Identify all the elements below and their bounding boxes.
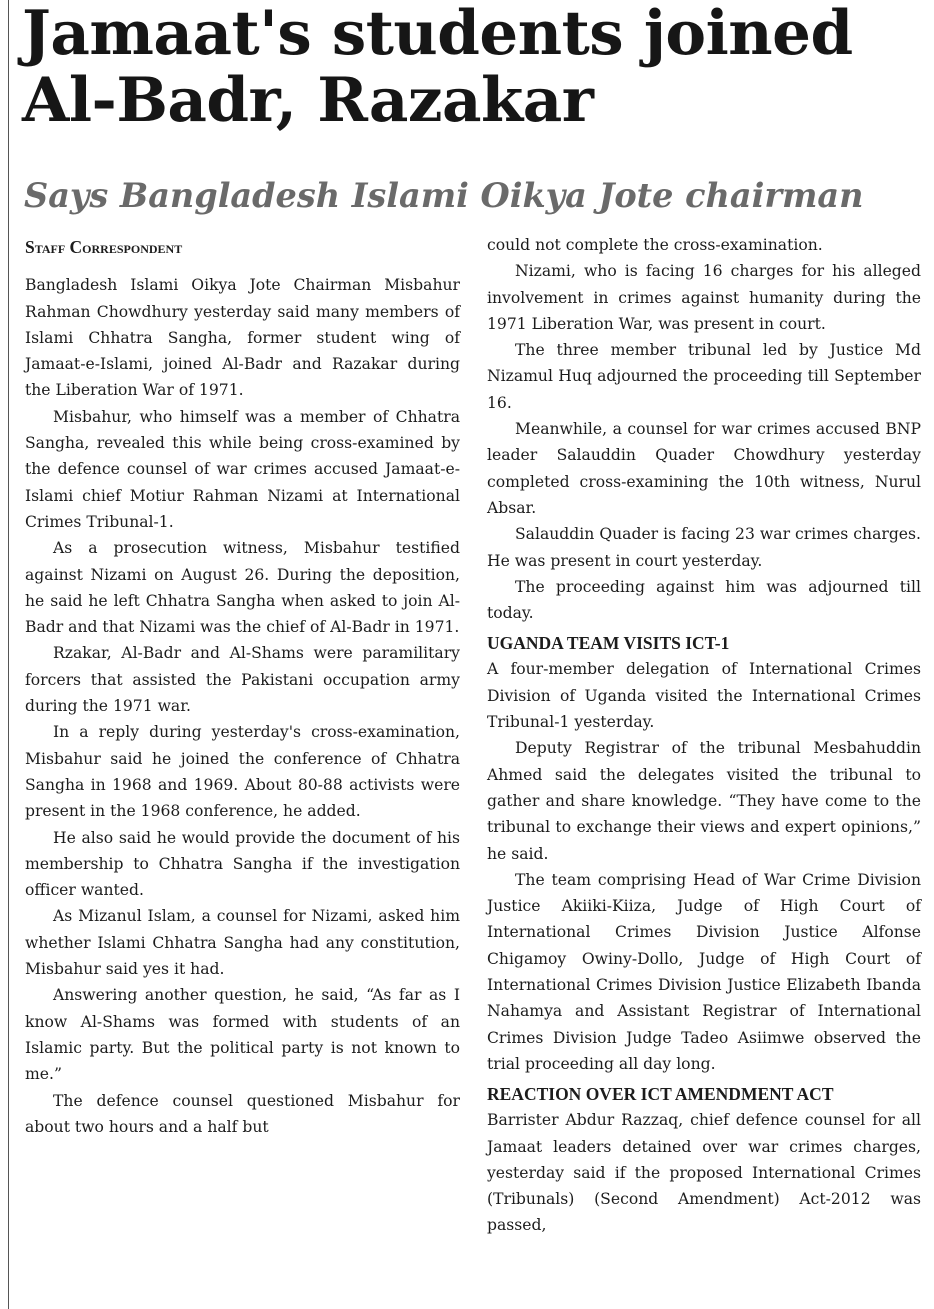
headline — [22, 0, 927, 134]
headline-line-1: Jamaat's students joined — [22, 0, 853, 69]
headline-line-2: Al-Badr, Razakar — [22, 65, 594, 136]
subhead-uganda: UGANDA TEAM VISITS ICT-1 — [487, 633, 730, 654]
continued-paragraph: could not complete the cross-examination. — [487, 236, 823, 254]
byline: Staff Correspondent — [25, 237, 183, 257]
paragraph: Nizami, who is facing 16 charges for his alleged involvement in crimes against humanity during the 1971 Liberation War, was present in court. — [487, 262, 921, 333]
paragraph: The defence counsel questioned Misbahur for about two hours and a half but — [25, 1091, 460, 1136]
paragraph: As Mizanul Islam, a counsel for Nizami, asked him whether Islami Chhatra Sangha had any constitution, Misbahur said yes it had. — [25, 907, 460, 979]
right-column — [487, 232, 921, 1239]
paragraph: In a reply during yesterday's cross-examination, Misbahur said he joined the conference of Chhatra Sangha in 1968 and 1969. About 80-88 activists were present in the 1968 conference, he added. — [25, 723, 460, 821]
paragraph: Deputy Registrar of the tribunal Mesbahuddin Ahmed said the delegates visited the tribunal to gather and share knowledge. “They have come to the tribunal to exchange their views and expert opinions,” he said. — [487, 739, 921, 863]
paragraph: Bangladesh Islami Oikya Jote Chairman Misbahur Rahman Chowdhury yesterday said many members of Islami Chhatra Sangha, former student wing of Jamaat-e-Islami, joined Al-Badr and Razakar during the Liberation War of 1971. — [25, 276, 460, 400]
paragraph: Misbahur, who himself was a member of Chhatra Sangha, revealed this while being cross-examined by the defence counsel of war crimes accused Jamaat-e-Islami chief Motiur Rahman Nizami at International Crimes Tribunal-1. — [25, 407, 460, 531]
subhead-reaction: REACTION OVER ICT AMENDMENT ACT — [487, 1084, 834, 1105]
column-rule — [8, 0, 9, 1309]
paragraph: Answering another question, he said, “As far as I know Al-Shams was formed with students of an Islamic party. But the political party is not known to me.” — [25, 986, 460, 1084]
paragraph: Meanwhile, a counsel for war crimes accused BNP leader Salauddin Quader Chowdhury yesterday completed cross-examining the 10th witness, Nurul Absar. — [487, 420, 921, 517]
paragraph: The proceeding against him was adjourned till today. — [487, 577, 921, 623]
column-gutter — [474, 236, 475, 1296]
paragraph: The three member tribunal led by Justice Md Nizamul Huq adjourned the proceeding till September 16. — [487, 341, 921, 412]
paragraph: Barrister Abdur Razzaq, chief defence counsel for all Jamaat leaders detained over war crimes charges, yesterday said if the proposed International Crimes (Tribunals) (Second Amendment) Act-2012 was passed, — [487, 1111, 921, 1235]
paragraph: Rzakar, Al-Badr and Al-Shams were paramilitary forcers that assisted the Pakistani occupation army during the 1971 war. — [25, 644, 460, 716]
paragraph: He also said he would provide the document of his membership to Chhatra Sangha if the investigation officer wanted. — [25, 828, 460, 900]
paragraph: As a prosecution witness, Misbahur testified against Nizami on August 26. During the deposition, he said he left Chhatra Sangha when asked to join Al-Badr and that Nizami was the chief of Al-Badr in 1971. — [25, 539, 460, 637]
paragraph: Salauddin Quader is facing 23 war crimes charges. He was present in court yesterday. — [487, 525, 921, 570]
left-column — [25, 232, 460, 1140]
paragraph: The team comprising Head of War Crime Division Justice Akiiki-Kiiza, Judge of High Court of International Crimes Division Justice Alfonse Chigamoy Owiny-Dollo, Judge of High Court of International Crimes Division Justice Elizabeth Ibanda Nahamya and Assistant Registrar of International Crimes Division Judge Tadeo Asiimwe observed the trial proceeding all day long. — [487, 870, 921, 1073]
subheadline: Says Bangladesh Islami Oikya Jote chairman — [24, 176, 864, 215]
paragraph: A four-member delegation of International Crimes Division of Uganda visited the International Crimes Tribunal-1 yesterday. — [487, 660, 921, 732]
